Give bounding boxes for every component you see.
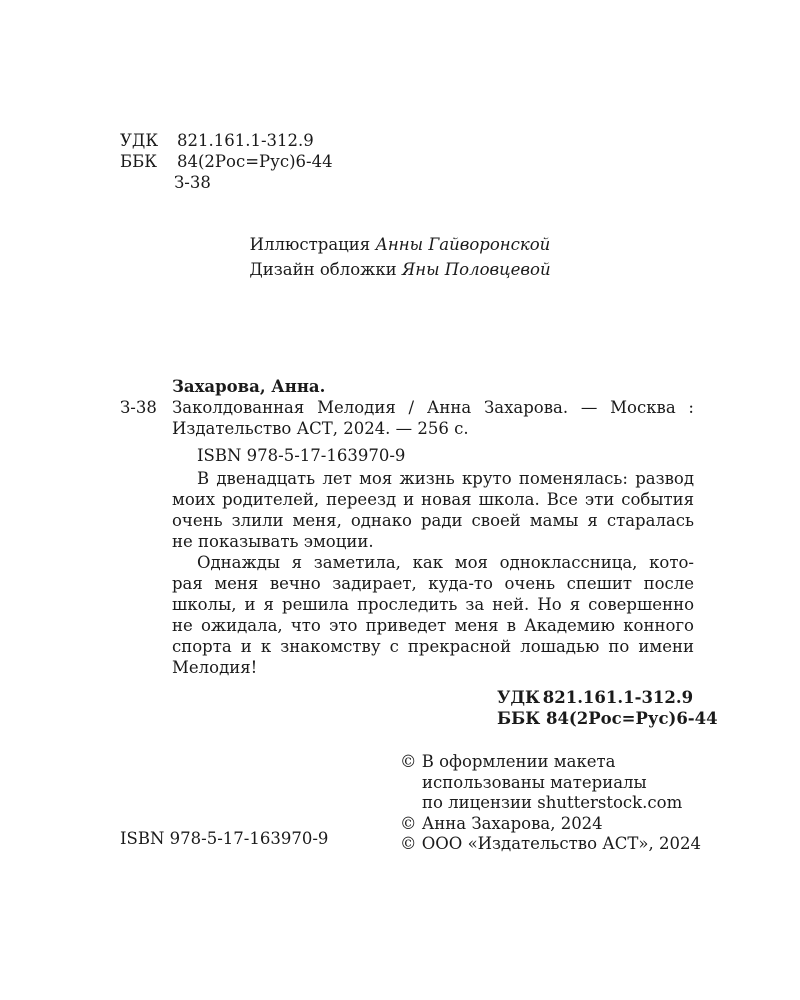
annotation-line: не показывать эмоции.: [172, 532, 374, 551]
udk-label: УДК: [120, 131, 159, 150]
isbn-inline: ISBN 978-5-17-163970-9: [197, 446, 406, 465]
bib-line-2: Издательство АСТ, 2024. — 256 с.: [172, 419, 469, 438]
author-mark: З-38: [120, 398, 157, 417]
bib-line-1: Заколдованная Мелодия / Анна Захарова. — Москва :: [172, 398, 694, 417]
isbn-bottom: ISBN 978-5-17-163970-9: [120, 829, 329, 848]
annotation-line: Однажды я заметила, как моя одноклассница, кото-: [197, 553, 694, 572]
bibliographic-description: [172, 397, 694, 439]
copyright-line: © Анна Захарова, 2024: [400, 813, 603, 833]
illustrator-name: Анны Гайворонской: [375, 235, 551, 254]
bbk-label: ББК: [120, 152, 158, 171]
cover-designer-name: Яны Половцевой: [401, 260, 551, 279]
cover-credit: [0, 257, 800, 282]
udk-code: 821.161.1-312.9: [177, 131, 314, 150]
bbk-row-bottom: [497, 708, 718, 729]
classification-bottom: [497, 687, 718, 729]
annotation-line: школы, и я решила проследить за ней. Но я совершенно: [172, 595, 694, 614]
author-mark-top: З-38: [174, 173, 211, 192]
annotation-line: спорта и к знакомству с прекрасной лошадью по имени: [172, 637, 694, 656]
udk-row-top: [120, 130, 314, 151]
illustration-credit: [0, 232, 800, 257]
annotation-line: моих родителей, переезд и новая школа. Все эти события: [172, 490, 694, 509]
udk-row-bottom: [497, 687, 718, 708]
copyright-line: © В оформлении макета: [400, 752, 616, 771]
annotation: [172, 468, 694, 678]
cover-prefix: Дизайн обложки: [249, 260, 397, 279]
copyright-line: по лицензии shutterstock.com: [422, 793, 683, 812]
illustration-prefix: Иллюстрация: [249, 235, 371, 254]
annotation-line: Мелодия!: [172, 658, 258, 677]
annotation-line: очень злили меня, однако ради своей мамы я старалась: [172, 511, 694, 530]
copyright-line: использованы материалы: [422, 772, 647, 792]
bbk-row-top: [120, 151, 333, 172]
annotation-line: не ожидала, что это приведет меня в Академию конного: [172, 616, 694, 635]
credits: [0, 232, 800, 282]
annotation-line: рая меня вечно задирает, куда-то очень спешит после: [172, 574, 694, 593]
copyright-block: [400, 752, 701, 855]
bbk-code-bottom: 84(2Рос=Рус)6-44: [545, 709, 718, 728]
author-heading: Захарова, Анна.: [172, 377, 326, 396]
bbk-code: 84(2Рос=Рус)6-44: [177, 152, 333, 171]
bbk-label-bottom: ББК: [497, 709, 541, 728]
udk-label-bottom: УДК: [497, 688, 541, 707]
udk-code-bottom: 821.161.1-312.9: [542, 688, 694, 707]
copyright-line: © ООО «Издательство АСТ», 2024: [400, 834, 701, 853]
annotation-line: В двенадцать лет моя жизнь круто поменялась: развод: [197, 469, 694, 488]
